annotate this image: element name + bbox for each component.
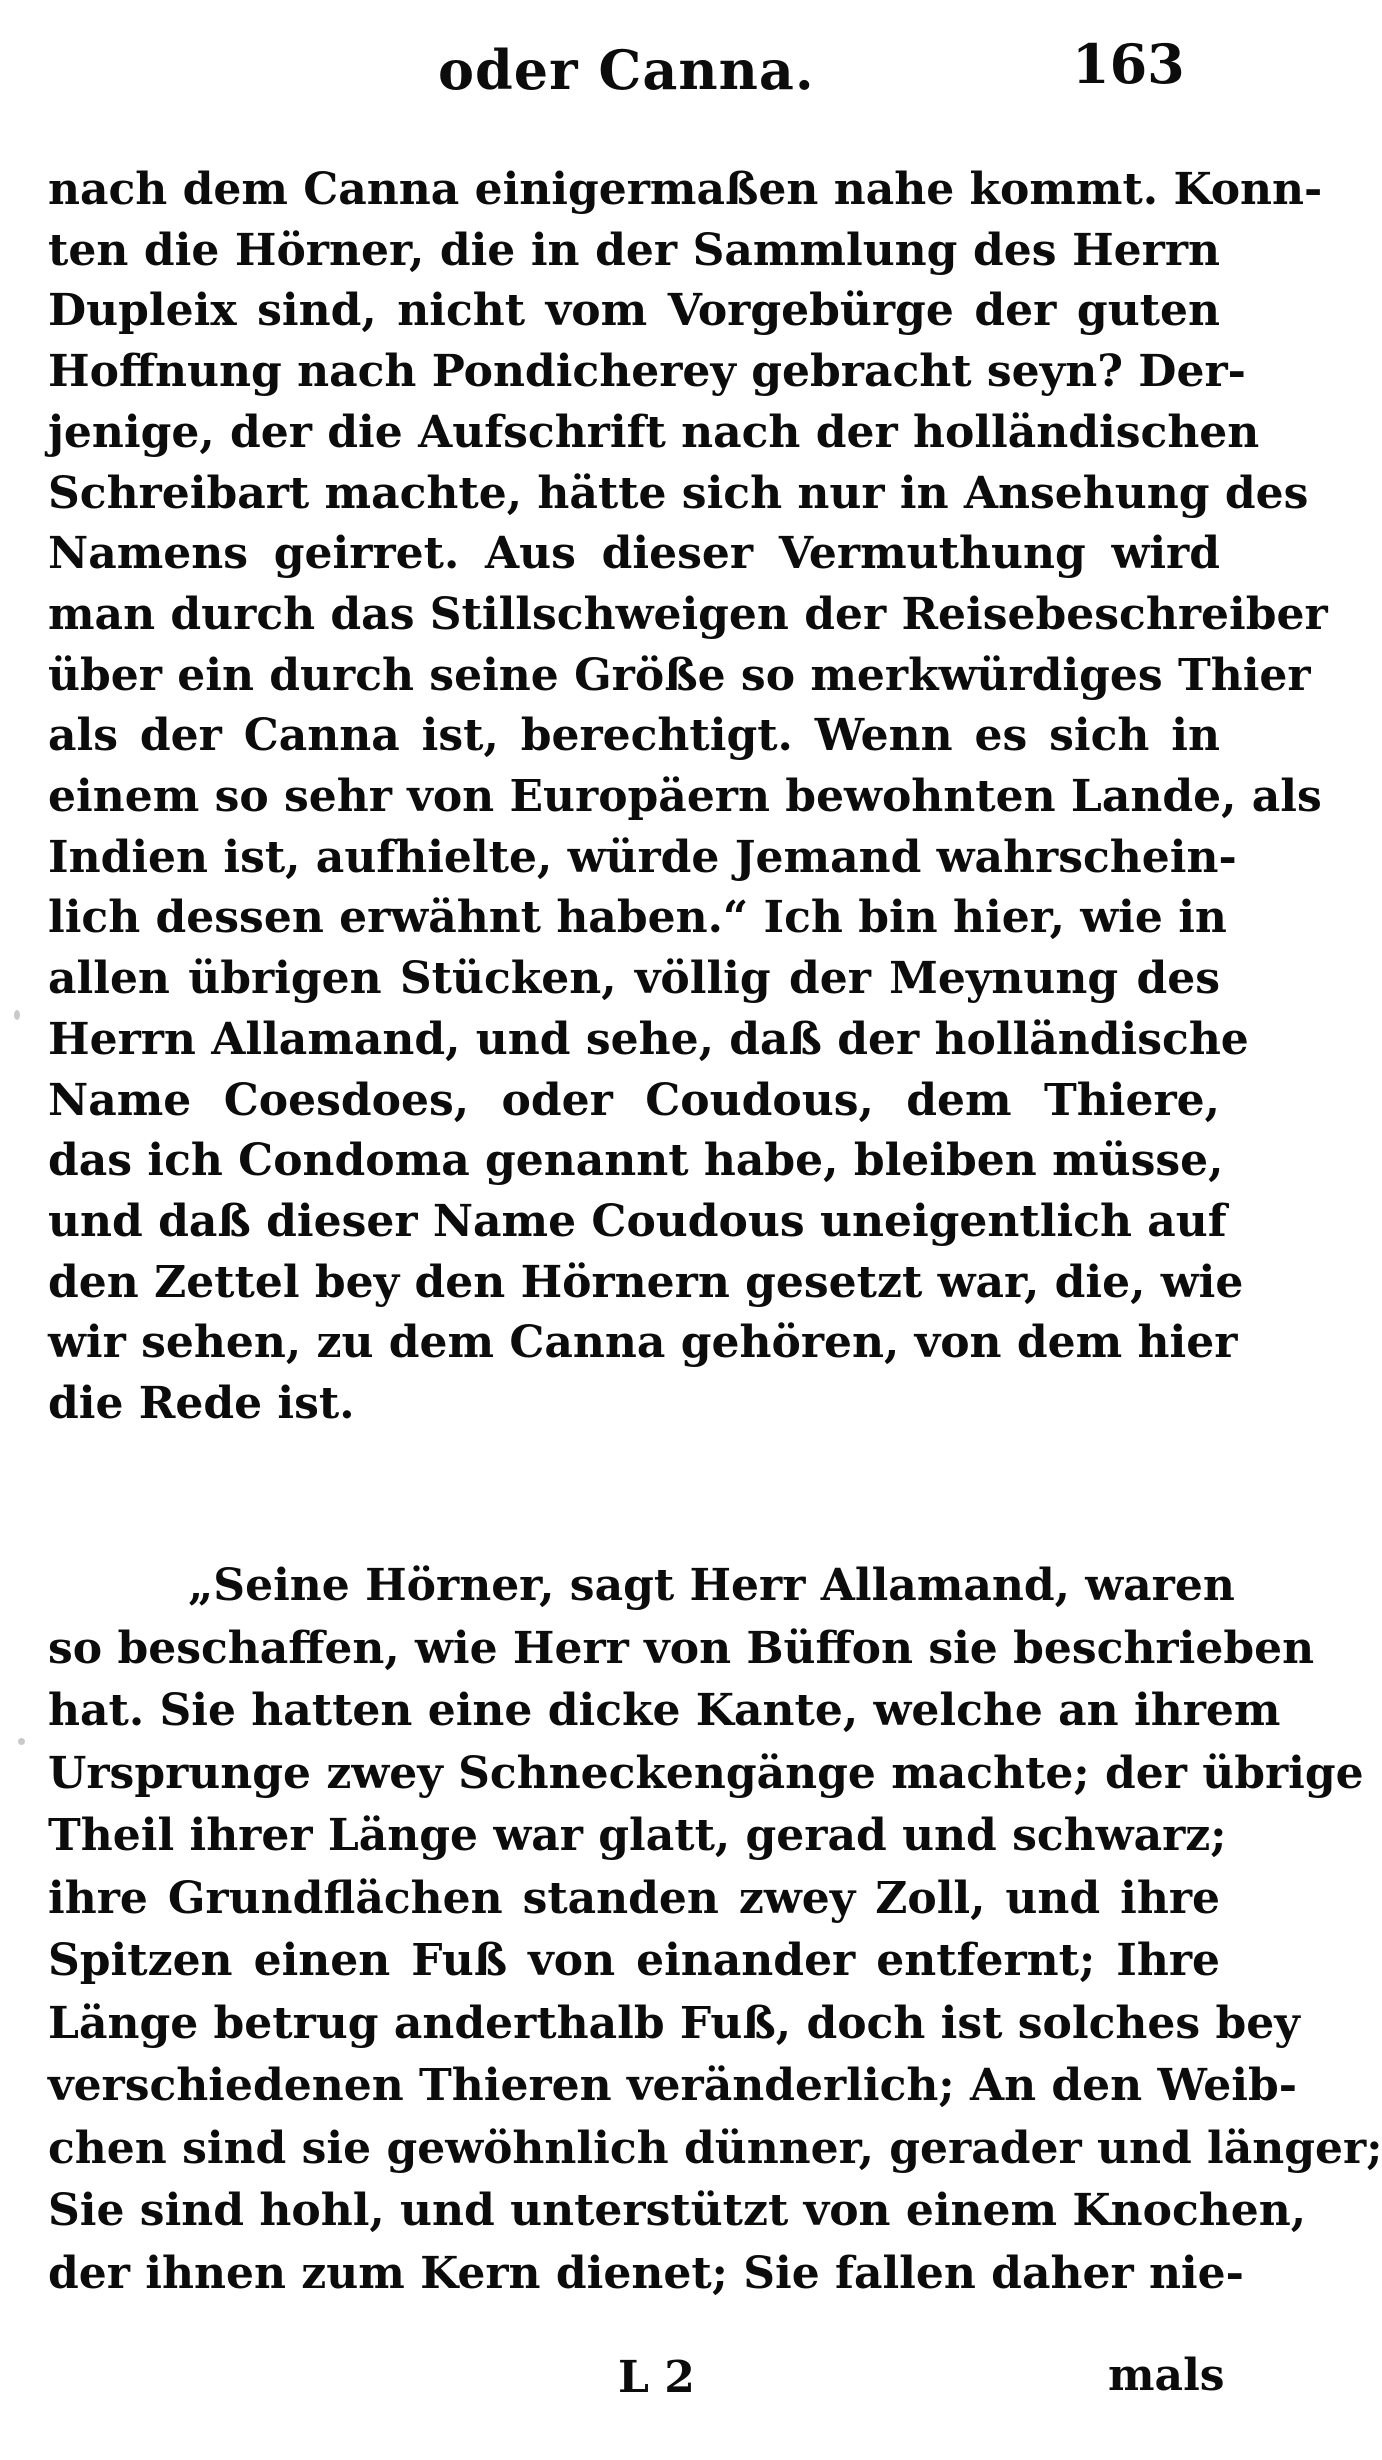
text-line: chen sind sie gewöhnlich dünner, gerader und länger;	[48, 2122, 1382, 2174]
text-line: das ich Condoma genannt habe, bleiben müsse,	[48, 1135, 1224, 1187]
text-line: Hoffnung nach Pondicherey gebracht seyn? Der-	[48, 346, 1246, 398]
paper-speck	[14, 1010, 20, 1020]
text-line: man durch das Stillschweigen der Reisebeschreiber	[48, 588, 1328, 640]
text-line: wir sehen, zu dem Canna gehören, von dem hier	[48, 1317, 1238, 1369]
text-line: der ihnen zum Kern dienet; Sie fallen daher nie-	[48, 2247, 1244, 2299]
text-line: und daß dieser Name Coudous uneigentlich auf	[48, 1195, 1227, 1247]
paper-speck	[18, 1738, 25, 1745]
text-line: den Zettel bey den Hörnern gesetzt war, die, wie	[48, 1256, 1244, 1308]
text-line: Spitzen einen Fuß von einander entfernt; Ihre	[48, 1935, 1220, 1986]
text-line: Herrn Allamand, und sehe, daß der holländische	[48, 1013, 1249, 1065]
text-line: über ein durch seine Größe so merkwürdiges Thier	[48, 649, 1311, 701]
page-header	[0, 28, 1258, 118]
text-line: ihre Grundflächen standen zwey Zoll, und ihre	[48, 1872, 1220, 1924]
text-line: so beschaffen, wie Herr von Büffon sie beschrieben	[48, 1622, 1315, 1674]
text-line: Indien ist, aufhielte, würde Jemand wahrschein-	[48, 831, 1237, 883]
text-line: Name Coesdoes, oder Coudous, dem Thiere,	[48, 1074, 1220, 1126]
page-number: 163	[1072, 32, 1185, 96]
text-line: hat. Sie hatten eine dicke Kante, welche an ihrem	[48, 1685, 1281, 1736]
text-line: Schreibart machte, hätte sich nur in Ansehung des	[48, 467, 1309, 519]
text-line: Theil ihrer Länge war glatt, gerad und schwarz;	[48, 1810, 1227, 1861]
text-line: ten die Hörner, die in der Sammlung des Herrn	[48, 224, 1220, 276]
text-line: Dupleix sind, nicht vom Vorgebürge der guten	[48, 285, 1220, 337]
text-line: Namens geirret. Aus dieser Vermuthung wird	[48, 528, 1220, 580]
text-line: Ursprunge zwey Schneckengänge machte; der übrige	[48, 1747, 1364, 1799]
text-line: „Seine Hörner, sagt Herr Allamand, waren	[188, 1560, 1235, 1611]
text-line: Länge betrug anderthalb Fuß, doch ist solches bey	[48, 1997, 1300, 2049]
text-line: als der Canna ist, berechtigt. Wenn es sich in	[48, 710, 1220, 762]
text-line: nach dem Canna einigermaßen nahe kommt. Konn-	[48, 164, 1323, 215]
signature-mark: L 2	[618, 2352, 695, 2403]
text-line: verschiedenen Thieren veränderlich; An den Weib-	[48, 2060, 1298, 2111]
running-title: oder Canna.	[438, 38, 815, 102]
catchword: mals	[1108, 2350, 1225, 2401]
text-line: allen übrigen Stücken, völlig der Meynung des	[48, 953, 1220, 1005]
text-line: einem so sehr von Europäern bewohnten Lande, als	[48, 771, 1322, 822]
text-line: die Rede ist.	[48, 1378, 355, 1429]
text-line: lich dessen erwähnt haben.“ Ich bin hier, wie in	[48, 892, 1227, 944]
text-line: jenige, der die Aufschrift nach der holländischen	[48, 406, 1260, 458]
text-line: Sie sind hohl, und unterstützt von einem Knochen,	[48, 2185, 1307, 2236]
